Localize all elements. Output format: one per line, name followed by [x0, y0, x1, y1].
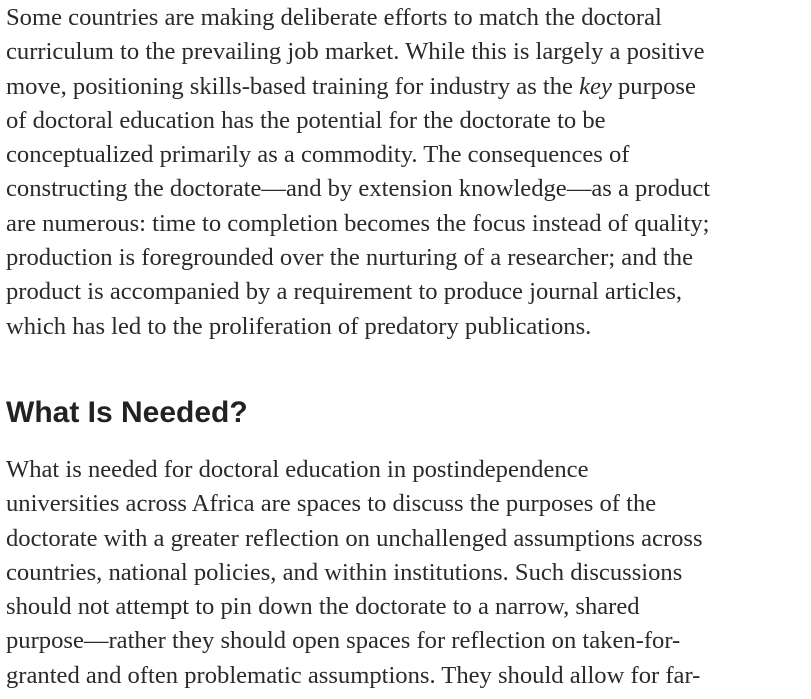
text-line: should not attempt to pin down the doctorate to a narrow, shared — [6, 593, 640, 621]
text-line-end: purpose — [611, 72, 696, 100]
paragraph-what-is-needed — [6, 453, 703, 693]
text-line: product is accompanied by a requirement to produce journal articles, — [6, 278, 683, 306]
section-heading: What Is Needed? — [6, 396, 248, 429]
text-line: universities across Africa are spaces to discuss the purposes of the — [6, 490, 657, 518]
paragraph-doctoral-curriculum — [6, 1, 710, 344]
text-line: Some countries are making deliberate efforts to match the doctoral — [6, 4, 662, 31]
text-line-start: move, positioning skills-based training for industry as the — [6, 72, 580, 100]
text-line: of doctoral education has the potential for the doctorate to be — [6, 106, 606, 134]
text-line: doctorate with a greater reflection on unchallenged assumptions across — [6, 524, 703, 552]
text-line: granted and often problematic assumptions. They should allow for far- — [6, 661, 701, 689]
text-line: curriculum to the prevailing job market. While this is largely a positive — [6, 38, 705, 66]
emphasis-key: key — [579, 72, 612, 100]
text-line: conceptualized primarily as a commodity. The consequences of — [6, 141, 630, 169]
text-line: constructing the doctorate—and by extension knowledge—as a product — [6, 175, 711, 203]
text-line: What is needed for doctoral education in postindependence — [6, 456, 589, 483]
text-line — [6, 70, 710, 104]
text-line: production is foregrounded over the nurturing of a researcher; and the — [6, 244, 694, 272]
text-line: are numerous: time to completion becomes the focus instead of quality; — [6, 209, 710, 237]
text-line: which has led to the proliferation of predatory publications. — [6, 312, 592, 340]
text-line: purpose—rather they should open spaces for reflection on taken-for- — [6, 627, 681, 655]
text-line: countries, national policies, and within institutions. Such discussions — [6, 558, 683, 586]
